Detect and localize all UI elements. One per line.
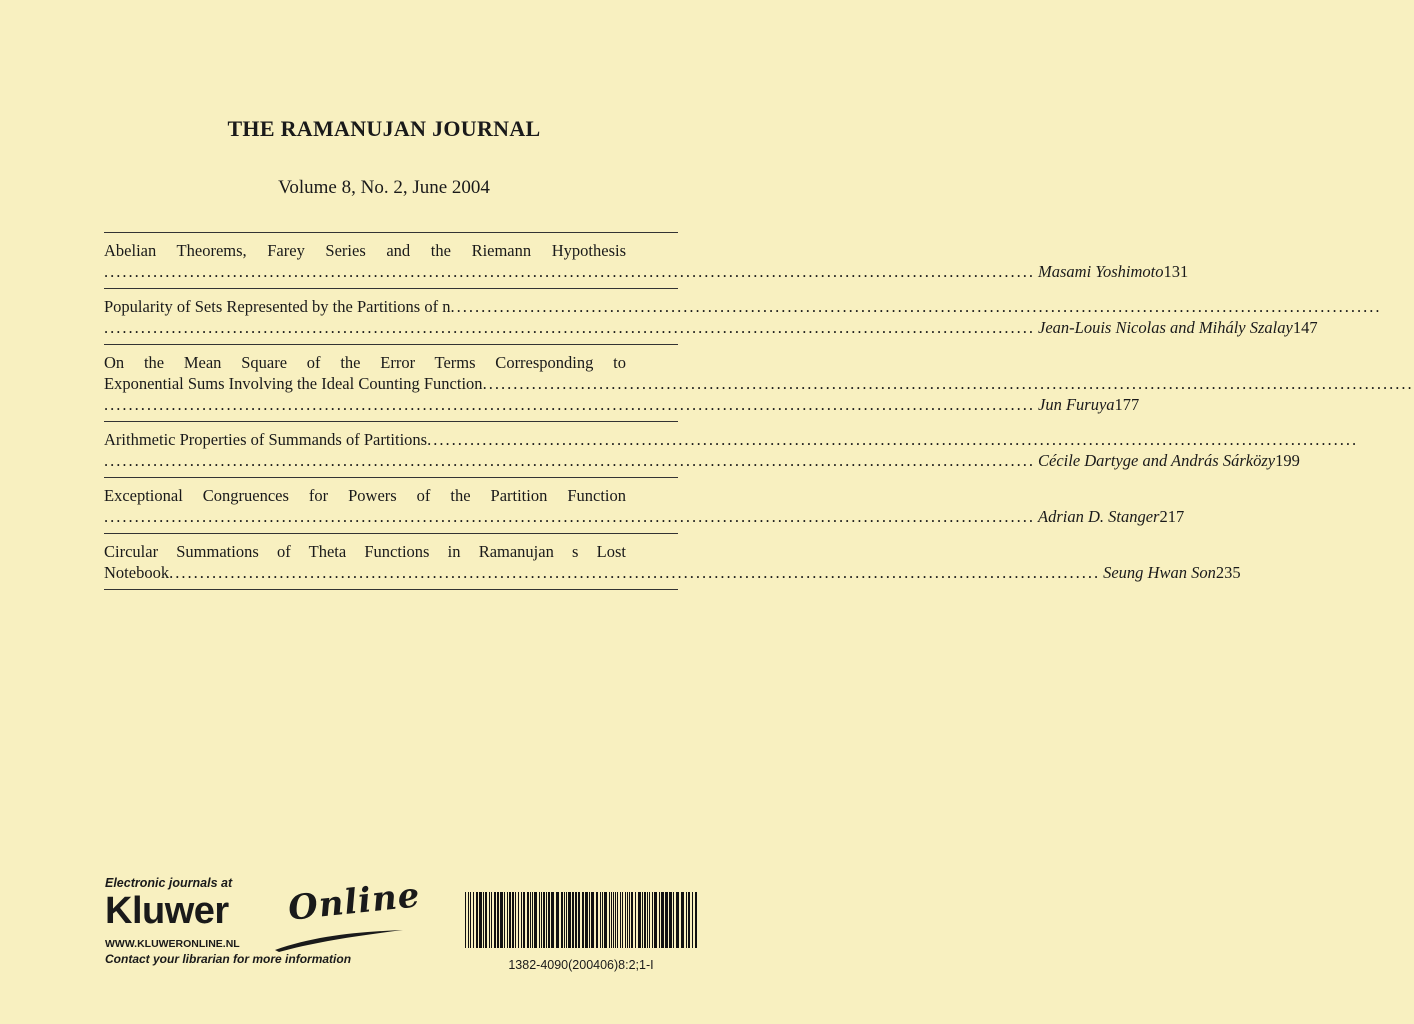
barcode-bar xyxy=(649,892,650,948)
barcode-bar xyxy=(661,892,664,948)
barcode-bar xyxy=(476,892,478,948)
toc-entry xyxy=(104,422,1300,478)
dot-leader xyxy=(104,450,1035,471)
dot-leader xyxy=(104,317,1035,338)
barcode-bar xyxy=(638,892,641,948)
barcode-bar xyxy=(644,892,646,948)
barcode-bar xyxy=(561,892,563,948)
barcode-bar xyxy=(604,892,607,948)
barcode-bar xyxy=(673,892,674,948)
barcode-bar xyxy=(507,892,508,948)
barcode-bar xyxy=(551,892,554,948)
barcode-bar xyxy=(500,892,503,948)
barcode-bar xyxy=(647,892,648,948)
barcode-bar xyxy=(518,892,519,948)
article-author: Masami Yoshimoto xyxy=(1038,262,1164,281)
dot-leader xyxy=(169,562,1100,583)
barcode-bar xyxy=(686,892,687,948)
barcode-bar xyxy=(564,892,565,948)
issue-line: Volume 8, No. 2, June 2004 xyxy=(278,177,490,198)
barcode-bar xyxy=(669,892,672,948)
toc-entry xyxy=(104,478,1185,534)
article-page-number: 131 xyxy=(1163,262,1189,281)
barcode-bar xyxy=(575,892,577,948)
toc-entry xyxy=(104,345,1140,422)
article-author: Cécile Dartyge and András Sárközy xyxy=(1038,451,1276,470)
kluwer-url: WWW.KLUWERONLINE.NL xyxy=(105,938,240,950)
barcode-bar xyxy=(512,892,514,948)
article-title-line: Abelian Theorems, Farey Series and the Riemann Hypothesis xyxy=(104,241,626,260)
article-author: Seung Hwan Son xyxy=(1103,563,1216,582)
barcode-bar xyxy=(681,892,684,948)
barcode-bar xyxy=(692,892,693,948)
barcode-bar xyxy=(631,892,633,948)
article-author: Jean-Louis Nicolas and Mihály Szalay xyxy=(1038,318,1293,337)
barcode-bar xyxy=(615,892,616,948)
barcode-bar xyxy=(468,892,469,948)
barcode-bar xyxy=(504,892,505,948)
brand-kluwer: Kluwer xyxy=(105,890,229,932)
barcode-bar xyxy=(611,892,612,948)
contact-librarian-text: Contact your librarian for more information xyxy=(105,952,352,966)
toc-entry xyxy=(104,233,1189,289)
barcode-bar xyxy=(479,892,482,948)
barcode-bar xyxy=(568,892,571,948)
article-page-number: 147 xyxy=(1292,318,1318,337)
article-title-line: Exceptional Congruences for Powers of the Partition Function xyxy=(104,486,626,505)
toc-entry xyxy=(104,289,1318,345)
barcode-bar xyxy=(625,892,626,948)
barcode-bar xyxy=(539,892,540,948)
barcode-bar xyxy=(534,892,537,948)
article-title-line: On the Mean Square of the Error Terms Corresponding to xyxy=(104,353,626,372)
journal-title: THE RAMANUJAN JOURNAL xyxy=(227,116,541,141)
barcode-bar xyxy=(627,892,628,948)
dot-leader xyxy=(450,296,1381,317)
barcode-bar xyxy=(489,892,490,948)
barcode-bar xyxy=(485,892,487,948)
dot-leader xyxy=(104,506,1035,527)
barcode-bar xyxy=(541,892,542,948)
barcode-bar xyxy=(523,892,525,948)
barcode-bar xyxy=(546,892,547,948)
barcode-bar xyxy=(578,892,580,948)
article-page-number: 199 xyxy=(1275,451,1300,470)
article-title-line: Arithmetic Properties of Summands of Partitions xyxy=(104,430,428,449)
article-page-number: 217 xyxy=(1159,507,1185,526)
barcode-bar xyxy=(600,892,601,948)
dot-leader xyxy=(483,373,1414,394)
barcode-bar xyxy=(585,892,588,948)
dot-leader xyxy=(427,429,1358,450)
barcode-bar xyxy=(572,892,574,948)
barcode-bar xyxy=(548,892,550,948)
kluwer-online-ad xyxy=(105,875,423,976)
barcode-bar xyxy=(676,892,679,948)
article-title-line: Notebook xyxy=(104,563,170,582)
barcode-bar xyxy=(659,892,660,948)
barcode-bar xyxy=(622,892,623,948)
article-title-line: Exponential Sums Involving the Ideal Counting Function xyxy=(104,374,483,393)
barcode-bar xyxy=(532,892,533,948)
dot-leader xyxy=(104,394,1035,415)
barcode-bar xyxy=(654,892,657,948)
barcode-bar xyxy=(582,892,584,948)
barcode-bar xyxy=(465,892,466,948)
article-page-number: 177 xyxy=(1114,395,1140,414)
table-of-contents xyxy=(104,232,1318,590)
barcode-bar xyxy=(589,892,590,948)
barcode-bar xyxy=(530,892,531,948)
toc-entry xyxy=(104,534,1241,590)
barcode-bar xyxy=(617,892,618,948)
barcode-bar xyxy=(527,892,529,948)
barcode-bar xyxy=(483,892,484,948)
barcode-bar xyxy=(521,892,522,948)
barcode-bar xyxy=(515,892,516,948)
barcode-bar xyxy=(695,892,697,948)
barcode-bar xyxy=(497,892,499,948)
barcode-bar xyxy=(591,892,594,948)
barcode-bar xyxy=(620,892,621,948)
barcode-number: 1382-4090(200406)8:2;1-I xyxy=(508,958,654,972)
article-page-number: 235 xyxy=(1215,563,1241,582)
barcode-bar xyxy=(596,892,598,948)
barcode-bar xyxy=(652,892,653,948)
article-title-line: Circular Summations of Theta Functions in Ramanujan s Lost xyxy=(104,542,626,561)
article-author: Jun Furuya xyxy=(1038,395,1115,414)
barcode-bar xyxy=(602,892,603,948)
barcode-bar xyxy=(635,892,636,948)
barcode-bar xyxy=(613,892,614,948)
article-title-line: Popularity of Sets Represented by the Partitions of n xyxy=(104,297,451,316)
barcode-bar xyxy=(629,892,630,948)
barcode-icon xyxy=(463,892,699,948)
barcode-bar xyxy=(473,892,474,948)
electronic-journals-label: Electronic journals at xyxy=(105,876,233,890)
barcode-bar xyxy=(494,892,496,948)
barcode-bar xyxy=(609,892,610,948)
barcode-bar xyxy=(470,892,471,948)
barcode-bar xyxy=(665,892,668,948)
brand-online: Online xyxy=(286,875,423,929)
barcode-bar xyxy=(509,892,511,948)
barcode-bar xyxy=(642,892,643,948)
dot-leader xyxy=(104,261,1035,282)
barcode-bar xyxy=(556,892,559,948)
barcode-bar xyxy=(688,892,690,948)
barcode-bar xyxy=(491,892,492,948)
barcode-bar xyxy=(543,892,545,948)
article-author: Adrian D. Stanger xyxy=(1038,507,1160,526)
barcode-bar xyxy=(566,892,567,948)
